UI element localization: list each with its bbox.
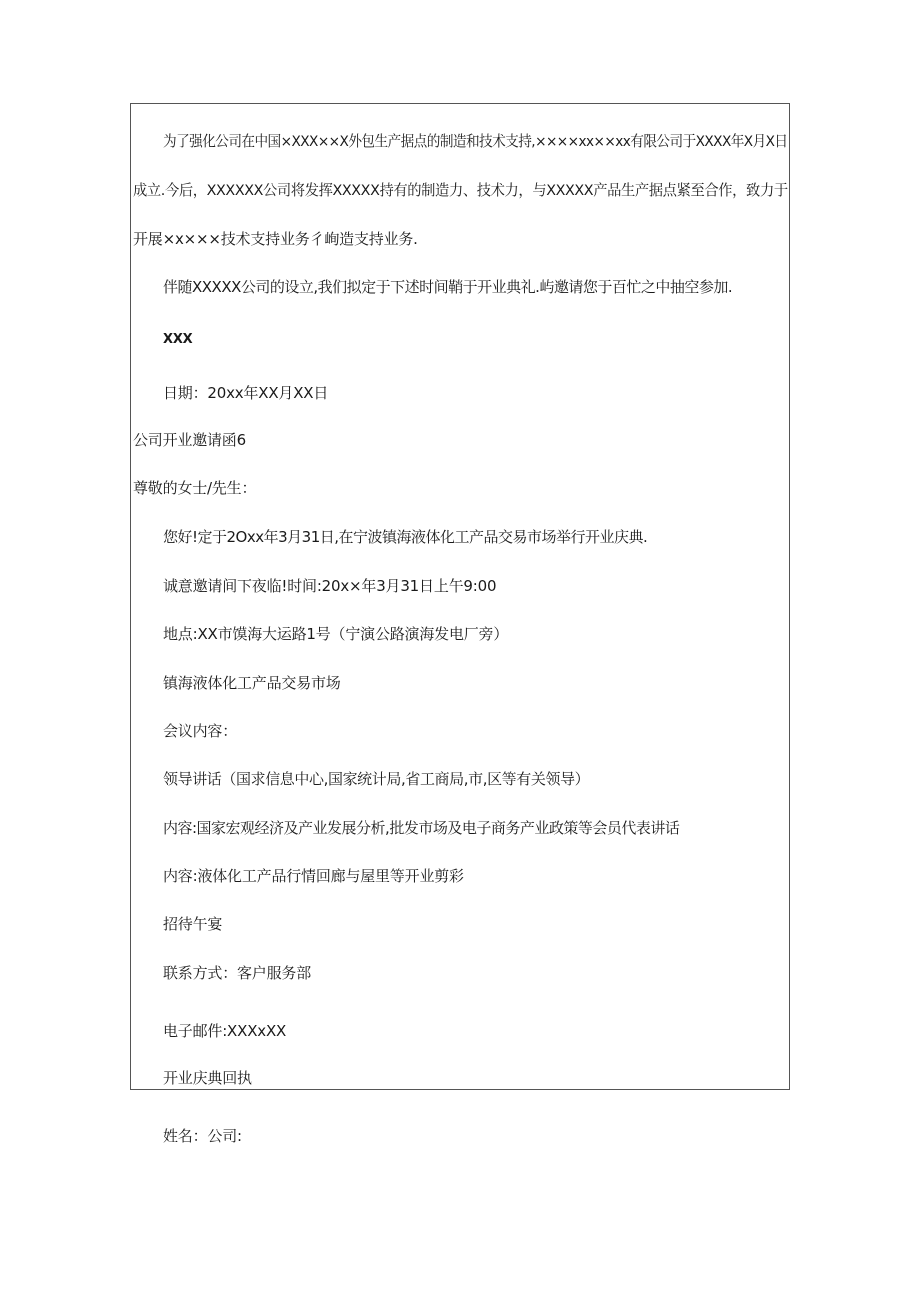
- location-line: 地点:XX市馍海大运路1号（宁演公路演海发电厂旁）: [163, 625, 509, 643]
- sender-name: XXX: [163, 332, 193, 347]
- section-title: 公司开业邀请函6: [133, 431, 246, 449]
- agenda-item: 招待午宴: [163, 915, 223, 933]
- salutation: 尊敬的女士/先生：: [133, 479, 257, 497]
- agenda-item: 内容:液体化工产品行情回廊与屋里等开业剪彩: [163, 867, 464, 885]
- agenda-item: 领导讲话（国求信息中心,国家统计局,省工商局,市,区等有关领导）: [163, 770, 590, 788]
- venue-line: 镇海液体化工产品交易市场: [163, 674, 341, 692]
- contact-line: 联系方式：客户服务部: [163, 964, 312, 982]
- agenda-item: 内容:国家宏观经济及产业发展分析,批发市场及电子商务产业政策等会员代表讲话: [163, 819, 680, 837]
- paragraph-line: 伴随XXXXX公司的设立,我们拟定于下述时间鞘于开业典礼.屿邀请您于百忙之中抽空参加.: [163, 278, 733, 296]
- paragraph-line: 为了强化公司在中国×XXX××X外包生产据点的制造和技术支持,××××xx××xx有限公司于XXXX年X月X日: [163, 133, 788, 150]
- document-frame: [130, 103, 790, 1090]
- paragraph-line: 开展×x×××技术支持业务彳峋造支持业务.: [133, 230, 418, 248]
- paragraph-line: 您好!定于2Oxx年3月31日,在宁波镇海液体化工产品交易市场举行开业庆典.: [163, 528, 648, 546]
- agenda-heading: 会议内容：: [163, 722, 238, 740]
- email-line: 电子邮件:XXXxXX: [163, 1022, 287, 1040]
- paragraph-line: 成立.今后，XXXXXX公司将发挥XXXXX持有的制造力、技术力，与XXXXX产品生产据点紧至合作，致力于: [133, 182, 788, 199]
- date-line: 日期：20xx年XX月XX日: [163, 384, 329, 402]
- time-line: 诚意邀请间下夜临!时间:20x×年3月31日上午9:00: [163, 577, 497, 595]
- receipt-name-company: 姓名：公司:: [163, 1127, 242, 1145]
- receipt-title: 开业庆典回执: [163, 1069, 252, 1087]
